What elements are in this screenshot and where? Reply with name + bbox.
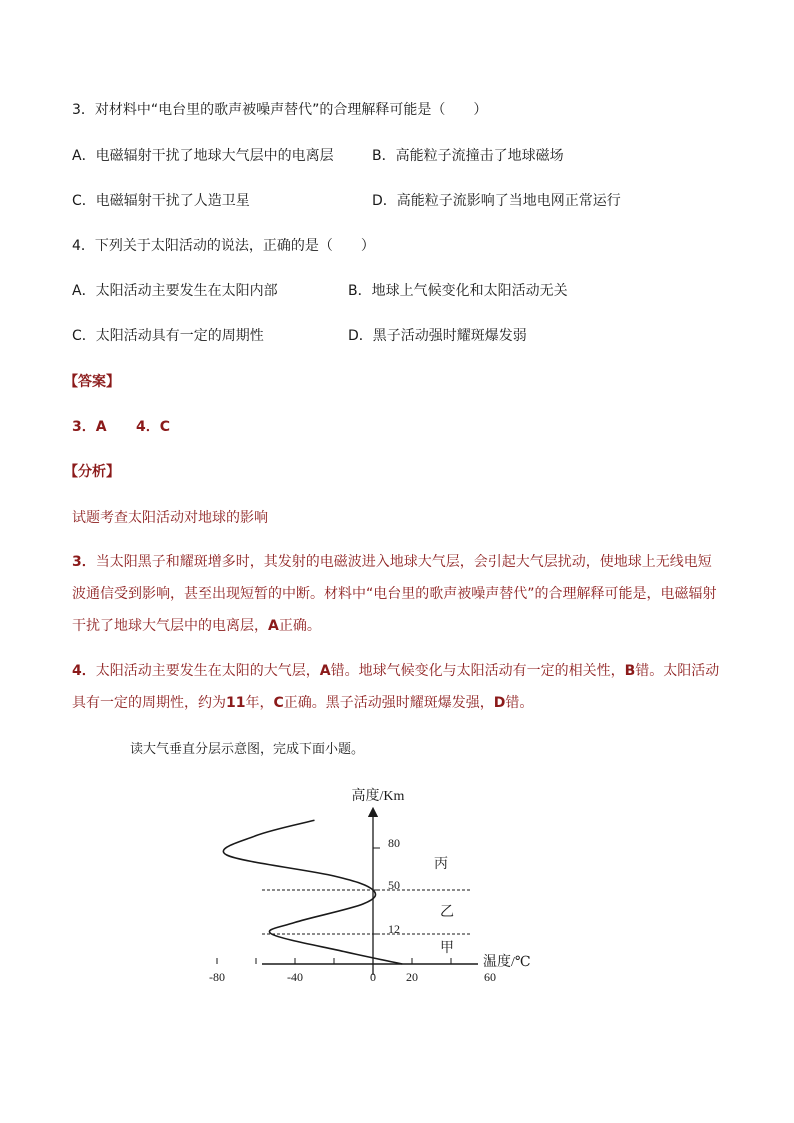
- analysis-p4-part: 11: [226, 695, 246, 711]
- question-3-option-c: C．电磁辐射干扰了人造卫星: [72, 193, 250, 209]
- x-tick-label: 20: [406, 970, 418, 984]
- answer-heading: 【答案】: [64, 374, 120, 390]
- analysis-p4-part: 错。地球气候变化与太阳活动有一定的相关性，: [330, 663, 625, 679]
- analysis-p4-part: 错。太阳活动具有一定的周期性，约为: [72, 663, 720, 711]
- analysis-p3-tail: 正确。: [278, 618, 321, 634]
- y-tick-label: 80: [388, 836, 400, 850]
- analysis-summary: 试题考查太阳活动对地球的影响: [72, 510, 268, 526]
- question-4-option-c: C．太阳活动具有一定的周期性: [72, 328, 264, 344]
- y-axis-label: 高度/Km: [351, 789, 405, 804]
- x-tick-label: -80: [209, 970, 225, 984]
- analysis-p4-part: C: [273, 695, 284, 711]
- question-4-option-d: D．黑子活动强时耀斑爆发弱: [348, 328, 527, 344]
- analysis-p4-part: 错。: [505, 695, 534, 711]
- analysis-heading: 【分析】: [64, 464, 120, 480]
- question-3-option-d: D．高能粒子流影响了当地电网正常运行: [372, 193, 621, 209]
- analysis-p4-part: B: [624, 663, 636, 679]
- analysis-p4-part: 正确。黑子活动强时耀斑爆发强，: [283, 695, 494, 711]
- analysis-p4-number: 4．: [72, 663, 96, 679]
- y-tick-label: 12: [388, 922, 400, 936]
- x-axis-label: 温度/℃: [483, 955, 531, 970]
- analysis-p4-part: 年，: [245, 695, 274, 711]
- layer-label: 丙: [434, 857, 448, 872]
- analysis-p4-part: D: [493, 695, 506, 711]
- question-3-option-a: A．电磁辐射干扰了地球大气层中的电离层: [72, 148, 334, 164]
- x-tick-label: -40: [287, 970, 303, 984]
- question-3-option-b: B．高能粒子流撞击了地球磁场: [372, 148, 564, 164]
- layer-label: 甲: [440, 941, 454, 956]
- question-3-stem: 3．对材料中“电台里的歌声被噪声替代”的合理解释可能是（ ）: [72, 102, 488, 118]
- analysis-p4-part: A: [319, 663, 331, 679]
- question-4-option-b: B．地球上气候变化和太阳活动无关: [348, 283, 568, 299]
- analysis-p3-body: 当太阳黑子和耀斑增多时，其发射的电磁波进入地球大气层，会引起大气层扰动，使地球上无线电短波通信受到影响，甚至出现短暂的中断。材料中“电台里的歌声被噪声替代”的合理解释可能是，电磁辐射干扰了地球大气层中的电离层，: [72, 554, 717, 634]
- answer-4: 4．C: [136, 419, 171, 435]
- x-tick-label: 0: [370, 970, 376, 984]
- layer-label: 乙: [440, 905, 454, 920]
- question-4-stem: 4．下列关于太阳活动的说法，正确的是（ ）: [72, 238, 375, 254]
- analysis-p3-number: 3．: [72, 554, 96, 570]
- answer-3: 3．A: [72, 419, 107, 435]
- temperature-curve: [223, 820, 402, 964]
- analysis-p3-answer: A: [268, 618, 279, 634]
- next-question-intro: 读大气垂直分层示意图，完成下面小题。: [130, 742, 365, 757]
- question-4-option-a: A．太阳活动主要发生在太阳内部: [72, 283, 278, 299]
- x-tick-label: 60: [484, 970, 496, 984]
- y-tick-label: 50: [388, 878, 400, 892]
- analysis-p4-part: 太阳活动主要发生在太阳的大气层，: [95, 663, 320, 679]
